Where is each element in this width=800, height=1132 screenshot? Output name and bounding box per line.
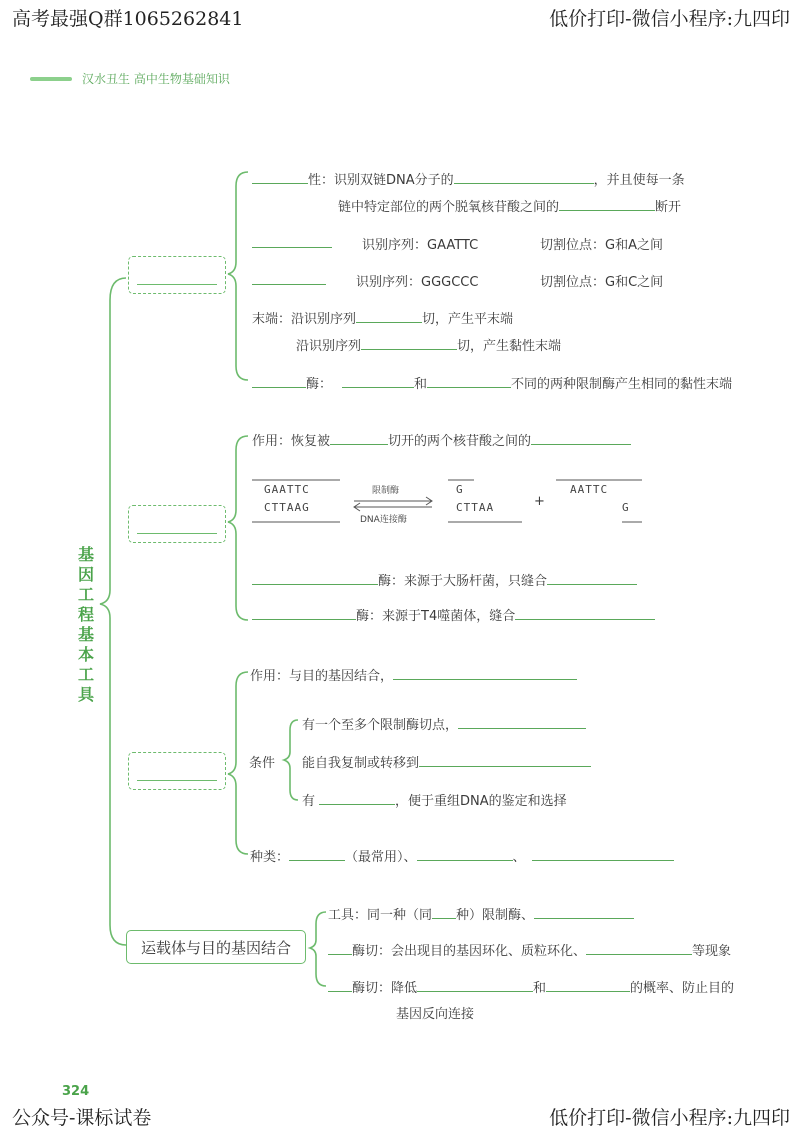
arrow-label-ligase: DNA连接酶 [360, 515, 407, 525]
condition-3 [302, 790, 567, 809]
ends-line2-text: 沿识别序列 [296, 339, 362, 354]
blank[interactable] [328, 940, 352, 955]
seq-right-bottom: G [622, 501, 630, 514]
specificity-tail: ，并且使每一条 [593, 173, 685, 188]
watermark-top-left: 高考最强Q群1065262841 [12, 8, 244, 30]
condition-1 [302, 714, 586, 733]
cut1-line [328, 940, 731, 959]
conditions-label: 条件 [249, 756, 276, 771]
blank[interactable] [252, 169, 308, 184]
tool-a: 工具：同一种（同 [328, 908, 433, 923]
combine-title-box: 运载体与目的基因结合 [126, 930, 306, 964]
cut2-text: 酶切：降低 [352, 981, 418, 996]
ligase-role-line [252, 430, 631, 449]
ecoli-ligase-line [252, 570, 637, 589]
isocaudomer-line [252, 373, 732, 392]
cut2-line2: 基因反向连接 [396, 1007, 475, 1022]
cut2-and: 和 [533, 981, 547, 996]
blank[interactable] [342, 373, 414, 388]
blank[interactable] [432, 904, 456, 919]
arrow-label-restriction: 限制酶 [372, 486, 400, 496]
seq-mid-top: G [456, 483, 464, 496]
cut1-text: 酶切：会出现目的基因环化、质粒环化、 [352, 944, 587, 959]
ends-flat: 切，产生平末端 [422, 312, 514, 327]
specificity-line [252, 169, 685, 188]
page-number: 324 [62, 1084, 90, 1099]
blank-enzyme-name-2[interactable] [252, 284, 326, 285]
condition-2-text: 能自我复制或转移到 [302, 756, 420, 771]
vector-role: 作用：与目的基因结合， [250, 669, 394, 684]
blank[interactable] [417, 846, 513, 861]
ligase-role-mid: 切开的两个核苷酸之间的 [388, 434, 532, 449]
kinds-line [250, 846, 674, 865]
blank[interactable] [419, 752, 591, 767]
seq-mid-bottom: CTTAA [456, 501, 495, 514]
blank[interactable] [515, 605, 655, 620]
watermark-top-right: 低价打印-微信小程序:九四印 [549, 8, 790, 30]
blank[interactable] [356, 308, 422, 323]
blank[interactable] [458, 714, 586, 729]
blank[interactable] [532, 846, 674, 861]
blank[interactable] [319, 790, 395, 805]
blank[interactable] [361, 335, 457, 350]
answer-box-restriction[interactable] [128, 256, 226, 294]
break-text: 断开 [655, 200, 682, 215]
specificity-line2-text: 链中特定部位的两个脱氧核苷酸之间的 [338, 200, 560, 215]
blank[interactable] [559, 196, 655, 211]
kinds-mid: （最常用）、 [345, 850, 417, 865]
plus-sign: + [534, 494, 545, 509]
seq-left-bottom: CTTAAG [264, 501, 310, 514]
cut1-tail: 等现象 [692, 944, 732, 959]
seq-left-top: GAATTC [264, 483, 310, 496]
answer-box-ligase[interactable] [128, 505, 226, 543]
blank[interactable] [252, 373, 306, 388]
tool-line [328, 904, 634, 923]
seq2-label: 识别序列：GGGCCC [356, 275, 479, 290]
blank-enzyme-name-1[interactable] [252, 247, 332, 248]
blank[interactable] [252, 605, 356, 620]
blank[interactable] [547, 570, 637, 585]
iso-tail: 不同的两种限制酶产生相同的黏性末端 [511, 377, 733, 392]
seq2-site: 切割位点：G和C之间 [540, 275, 664, 290]
cut2-tail: 的概率、防止目的 [630, 981, 735, 996]
dna-cut-diagram [250, 472, 650, 528]
blank[interactable] [393, 665, 577, 680]
blank[interactable] [252, 570, 378, 585]
specificity-text: 性：识别双链DNA分子的 [308, 173, 454, 188]
seq1-site: 切割位点：G和A之间 [540, 238, 663, 253]
ends-sticky: 切，产生黏性末端 [457, 339, 562, 354]
kinds-label: 种类： [250, 850, 290, 865]
blank[interactable] [534, 904, 634, 919]
blank[interactable] [289, 846, 345, 861]
blank[interactable] [328, 977, 352, 992]
blank[interactable] [427, 373, 511, 388]
ends-line-2 [296, 335, 561, 354]
t4-text: 酶：来源于T4噬菌体，缝合 [356, 609, 516, 624]
ends-label: 末端：沿识别序列 [252, 312, 357, 327]
iso-enzyme: 酶： [306, 377, 333, 392]
ends-line-1 [252, 308, 513, 327]
iso-and: 和 [414, 377, 428, 392]
watermark-bottom-right: 低价打印-微信小程序:九四印 [549, 1107, 790, 1129]
vector-role-line [250, 665, 577, 684]
watermark-bottom-left: 公众号-课标试卷 [12, 1107, 152, 1129]
t4-ligase-line [252, 605, 655, 624]
condition-3-b: ，便于重组DNA的鉴定和选择 [395, 794, 567, 809]
blank[interactable] [531, 430, 631, 445]
blank[interactable] [454, 169, 594, 184]
blank[interactable] [546, 977, 630, 992]
center-title: 基因工程基本工具 [77, 545, 94, 704]
blank[interactable] [330, 430, 388, 445]
blank[interactable] [417, 977, 533, 992]
condition-1-text: 有一个至多个限制酶切点， [302, 718, 459, 733]
kinds-sep: 、 [512, 850, 526, 865]
answer-box-vector[interactable] [128, 752, 226, 790]
book-header: 汉水丑生 高中生物基础知识 [82, 72, 230, 86]
seq1-label: 识别序列：GAATTC [362, 238, 479, 253]
tool-b: 种）限制酶、 [456, 908, 535, 923]
condition-2 [302, 752, 591, 771]
cut2-line [328, 977, 734, 996]
ligase-role-prefix: 作用：恢复被 [252, 434, 331, 449]
seq-right-top: AATTC [570, 483, 609, 496]
condition-3-a: 有 [302, 794, 316, 809]
specificity-line2 [338, 196, 681, 215]
blank[interactable] [586, 940, 692, 955]
ecoli-text: 酶：来源于大肠杆菌，只缝合 [378, 574, 548, 589]
